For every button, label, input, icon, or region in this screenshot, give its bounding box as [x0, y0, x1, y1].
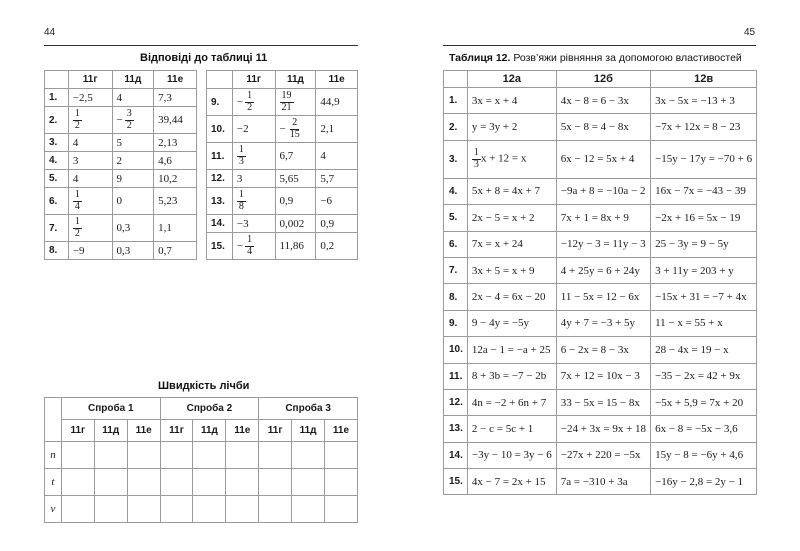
fraction-denominator: 3	[238, 155, 244, 167]
row-number: 2.	[444, 114, 468, 140]
equation-cell: 2x − 4 = 6x − 20	[467, 284, 556, 310]
speed-input-cell[interactable]	[226, 469, 259, 496]
answer-cell: 5	[112, 134, 154, 152]
fraction-denominator: 15	[289, 128, 300, 140]
row-number: 2.	[45, 107, 69, 134]
fraction-denominator: 2	[126, 119, 132, 131]
column-header: 12а	[467, 71, 556, 88]
answer-row	[207, 170, 358, 188]
row-number: 4.	[45, 152, 69, 170]
answer-cell: 4	[68, 134, 112, 152]
row-number: 11.	[444, 363, 468, 389]
answer-cell: 0,3	[112, 215, 154, 242]
fraction-sign: −	[116, 114, 123, 126]
fraction-numerator: 1	[74, 108, 80, 119]
speed-row	[45, 442, 358, 469]
answer-cell: 44,9	[316, 89, 358, 116]
answer-cell: 9	[112, 170, 154, 188]
equation-cell: −7x + 12x = 8 − 23	[651, 114, 757, 140]
speed-row	[45, 469, 358, 496]
attempts-row	[45, 398, 358, 420]
equation-cell: 2 − c = 5c + 1	[467, 416, 556, 442]
row-number: 13.	[207, 188, 233, 215]
equation-cell: 3x = x + 4	[467, 88, 556, 114]
speed-row-label: n	[45, 442, 62, 469]
fraction-denominator: 2	[247, 101, 253, 113]
equation-row	[444, 442, 757, 468]
fraction-denominator: 3	[473, 158, 479, 170]
column-header: 11г	[68, 71, 112, 89]
speed-input-cell[interactable]	[325, 442, 358, 469]
speed-title: Швидкість лічби	[158, 380, 250, 392]
speed-input-cell[interactable]	[94, 469, 127, 496]
answer-cell: 2,13	[154, 134, 197, 152]
speed-input-cell[interactable]	[127, 496, 160, 523]
answers-table-9-15	[206, 70, 358, 260]
answer-row	[207, 89, 358, 116]
row-number: 13.	[444, 416, 468, 442]
row-number: 1.	[444, 88, 468, 114]
speed-input-cell[interactable]	[292, 496, 325, 523]
row-number: 9.	[207, 89, 233, 116]
equation-cell: 5x − 8 = 4 − 8x	[556, 114, 650, 140]
fraction-body	[245, 91, 254, 113]
speed-input-cell[interactable]	[259, 496, 292, 523]
answer-cell-fraction	[275, 89, 316, 116]
fraction-numerator: 3	[126, 108, 132, 119]
answer-row	[45, 89, 197, 107]
column-header	[207, 71, 233, 89]
row-number: 5.	[45, 170, 69, 188]
answer-cell: 2,1	[316, 116, 358, 143]
equation-cell: −24 + 3x = 9x + 18	[556, 416, 650, 442]
fraction-body	[73, 109, 82, 131]
equation-cell: −3y − 10 = 3y − 6	[467, 442, 556, 468]
speed-input-cell[interactable]	[325, 469, 358, 496]
fraction-body	[280, 91, 294, 113]
equation-row	[444, 284, 757, 310]
column-header: 12в	[651, 71, 757, 88]
row-number: 15.	[444, 469, 468, 495]
equation-cell: 11 − 5x = 12 − 6x	[556, 284, 650, 310]
speed-input-cell[interactable]	[127, 442, 160, 469]
class-header: 11г	[160, 420, 193, 442]
equation-cell: 28 − 4x = 19 − x	[651, 337, 757, 363]
equation-cell: 6 − 2x = 8 − 3x	[556, 337, 650, 363]
speed-input-cell[interactable]	[160, 442, 193, 469]
fraction	[280, 118, 302, 140]
equation-cell: 8 + 3b = −7 − 2b	[467, 363, 556, 389]
equation-cell: −27x + 220 = −5x	[556, 442, 650, 468]
fraction-denominator: 2	[74, 227, 80, 239]
column-header: 11д	[112, 71, 154, 89]
attempt-header: Спроба 2	[160, 398, 259, 420]
equation-cell: 7a = −310 + 3a	[556, 469, 650, 495]
class-header: 11г	[61, 420, 94, 442]
equations-title-label: Таблиця 12.	[449, 52, 511, 64]
page-number-right: 45	[744, 27, 756, 38]
answer-cell: −3	[232, 215, 275, 233]
fraction-denominator: 4	[74, 200, 80, 212]
fraction	[73, 217, 82, 239]
speed-input-cell[interactable]	[226, 442, 259, 469]
equation-rest: x + 12 = x	[480, 152, 527, 165]
equation-cell: 4n = −2 + 6n + 7	[467, 389, 556, 415]
answer-cell-fraction	[68, 107, 112, 134]
column-header: 12б	[556, 71, 650, 88]
fraction-body	[73, 190, 82, 212]
speed-input-cell[interactable]	[160, 496, 193, 523]
equation-cell: y = 3y + 2	[467, 114, 556, 140]
row-number: 12.	[444, 389, 468, 415]
answer-cell: 0,2	[316, 233, 358, 260]
equation-cell: 16x − 7x = −43 − 39	[651, 178, 757, 204]
equation-cell: 6x − 8 = −5x − 3,6	[651, 416, 757, 442]
fraction-sign: −	[279, 123, 286, 135]
equation-row	[444, 178, 757, 204]
speed-input-cell[interactable]	[292, 442, 325, 469]
equation-cell: 4y + 7 = −3 + 5y	[556, 310, 650, 336]
equation-row	[444, 257, 757, 283]
answer-cell: 0,9	[275, 188, 316, 215]
answer-row	[45, 152, 197, 170]
answer-cell-fraction	[232, 143, 275, 170]
equation-cell: 9 − 4y = −5y	[467, 310, 556, 336]
fraction-sign: −	[236, 96, 244, 108]
equation-cell: −35 − 2x = 42 + 9x	[651, 363, 757, 389]
equation-cell: 15y − 8 = −6y + 4,6	[651, 442, 757, 468]
equation-cell: −9a + 8 = −10a − 2	[556, 178, 650, 204]
speed-input-cell[interactable]	[94, 496, 127, 523]
answer-cell: 11,86	[275, 233, 316, 260]
answer-cell-fraction	[232, 233, 275, 260]
class-header-row	[45, 420, 358, 442]
answer-cell: 4	[112, 89, 154, 107]
answer-cell: 3	[68, 152, 112, 170]
answer-cell-fraction	[112, 107, 154, 134]
fraction	[73, 190, 82, 212]
column-header	[444, 71, 468, 88]
speed-row-label: v	[45, 496, 62, 523]
equation-cell: −15y − 17y = −70 + 6	[651, 140, 757, 178]
column-header	[45, 71, 69, 89]
fraction-body	[245, 235, 254, 257]
answer-cell-fraction	[232, 188, 275, 215]
equation-cell: 3x + 5 = x + 9	[467, 257, 556, 283]
fraction-body	[125, 109, 134, 131]
header-rule-right	[443, 45, 756, 46]
row-number: 8.	[45, 242, 69, 260]
equation-row	[444, 231, 757, 257]
answer-row	[45, 242, 197, 260]
equation-cell: −15x + 31 = −7 + 4x	[651, 284, 757, 310]
fraction	[237, 235, 254, 257]
speed-input-cell[interactable]	[226, 496, 259, 523]
answer-cell-fraction	[68, 188, 112, 215]
speed-row	[45, 496, 358, 523]
row-number: 3.	[444, 140, 468, 178]
speed-input-cell[interactable]	[94, 442, 127, 469]
speed-input-cell[interactable]	[259, 442, 292, 469]
speed-input-cell[interactable]	[193, 442, 226, 469]
answer-cell: −2,5	[68, 89, 112, 107]
column-header: 11д	[275, 71, 316, 89]
speed-input-cell[interactable]	[193, 469, 226, 496]
fraction	[117, 109, 134, 131]
equation-cell: 4 + 25y = 6 + 24y	[556, 257, 650, 283]
column-header: 11е	[154, 71, 197, 89]
answer-cell: 1,1	[154, 215, 197, 242]
equation-cell: 3x − 5x = −13 + 3	[651, 88, 757, 114]
answer-cell: 0,3	[112, 242, 154, 260]
fraction-denominator: 4	[247, 245, 253, 257]
answer-cell: 3	[232, 170, 275, 188]
answer-cell: −2	[232, 116, 275, 143]
speed-input-cell[interactable]	[160, 469, 193, 496]
row-number: 3.	[45, 134, 69, 152]
class-header: 11д	[292, 420, 325, 442]
page-number-left: 44	[44, 27, 56, 38]
answer-row	[45, 188, 197, 215]
class-header: 11г	[259, 420, 292, 442]
fraction-denominator: 8	[238, 200, 244, 212]
equation-row	[444, 114, 757, 140]
equation-cell: 3 + 11y = 203 + y	[651, 257, 757, 283]
column-header: 11е	[316, 71, 358, 89]
speed-input-cell[interactable]	[193, 496, 226, 523]
row-number: 8.	[444, 284, 468, 310]
answer-cell: 4,6	[154, 152, 197, 170]
answer-cell: 2	[112, 152, 154, 170]
equation-cell: 33 − 5x = 15 − 8x	[556, 389, 650, 415]
answer-row	[207, 215, 358, 233]
column-header: 11г	[232, 71, 275, 89]
answer-cell: 0,9	[316, 215, 358, 233]
fraction	[280, 91, 294, 113]
class-header: 11д	[193, 420, 226, 442]
equation-row	[444, 140, 757, 178]
answer-row	[207, 143, 358, 170]
equation-cell: 4x − 7 = 2x + 15	[467, 469, 556, 495]
fraction	[237, 91, 254, 113]
equation-cell: −5x + 5,9 = 7x + 20	[651, 389, 757, 415]
equation-cell: 7x = x + 24	[467, 231, 556, 257]
speed-input-cell[interactable]	[259, 469, 292, 496]
answer-cell: 5,23	[154, 188, 197, 215]
speed-input-cell[interactable]	[61, 442, 94, 469]
equation-row	[444, 310, 757, 336]
equation-cell: 7x + 1 = 8x + 9	[556, 205, 650, 231]
row-number: 5.	[444, 205, 468, 231]
speed-input-cell[interactable]	[292, 469, 325, 496]
speed-input-cell[interactable]	[325, 496, 358, 523]
answer-cell: −6	[316, 188, 358, 215]
row-number: 14.	[444, 442, 468, 468]
fraction-body	[472, 148, 481, 170]
answer-cell-fraction	[232, 89, 275, 116]
answer-row	[207, 116, 358, 143]
equation-row	[444, 205, 757, 231]
answer-cell: 0,002	[275, 215, 316, 233]
row-number: 4.	[444, 178, 468, 204]
answer-cell: 7,3	[154, 89, 197, 107]
fraction-denominator: 21	[281, 101, 292, 113]
equation-cell: 5x + 8 = 4x + 7	[467, 178, 556, 204]
answers-title: Відповіді до таблиці 11	[140, 52, 268, 64]
speed-input-cell[interactable]	[127, 469, 160, 496]
equations-title	[449, 52, 742, 64]
equations-table	[443, 70, 757, 495]
fraction-numerator: 1	[74, 189, 80, 200]
speed-input-cell[interactable]	[61, 496, 94, 523]
fraction-body	[237, 145, 246, 167]
speed-table	[44, 397, 358, 523]
answer-cell: 4	[316, 143, 358, 170]
row-number: 14.	[207, 215, 233, 233]
corner-cell	[45, 398, 62, 442]
attempt-header: Спроба 3	[259, 398, 358, 420]
answers-table-1-8	[44, 70, 197, 260]
answer-cell: 5,7	[316, 170, 358, 188]
equation-cell-fraction	[467, 140, 556, 178]
answer-row	[45, 170, 197, 188]
fraction-numerator: 1	[473, 147, 479, 159]
equations-title-text: Розв’яжи рівняння за допомогою властивостей	[510, 52, 742, 64]
answer-cell: 10,2	[154, 170, 197, 188]
attempt-header: Спроба 1	[61, 398, 160, 420]
answer-cell: 0,7	[154, 242, 197, 260]
answer-row	[207, 233, 358, 260]
answer-row	[45, 107, 197, 134]
equation-cell: 6x − 12 = 5x + 4	[556, 140, 650, 178]
answer-cell: 6,7	[275, 143, 316, 170]
equation-row	[444, 416, 757, 442]
fraction-body	[288, 118, 302, 140]
equation-cell: −16y − 2,8 = 2y − 1	[651, 469, 757, 495]
fraction-body	[73, 217, 82, 239]
row-number: 9.	[444, 310, 468, 336]
answer-cell: 39,44	[154, 107, 197, 134]
fraction	[237, 145, 246, 167]
answer-cell-fraction	[68, 215, 112, 242]
fraction-denominator: 2	[74, 119, 80, 131]
equation-cell: 4x − 8 = 6 − 3x	[556, 88, 650, 114]
equation-cell: −2x + 16 = 5x − 19	[651, 205, 757, 231]
answer-row	[45, 215, 197, 242]
equation-cell: 11 − x = 55 + x	[651, 310, 757, 336]
row-number: 10.	[444, 337, 468, 363]
fraction-numerator: 2	[292, 117, 298, 128]
equation-cell: 12a − 1 = −a + 25	[467, 337, 556, 363]
answer-row	[45, 134, 197, 152]
fraction-numerator: 1	[74, 216, 80, 227]
equation-row	[444, 88, 757, 114]
fraction-numerator: 1	[247, 234, 253, 245]
class-header: 11е	[127, 420, 160, 442]
fraction-numerator: 19	[281, 90, 292, 101]
speed-input-cell[interactable]	[61, 469, 94, 496]
fraction-numerator: 1	[238, 144, 244, 155]
class-header: 11е	[325, 420, 358, 442]
equation-cell: −12y − 3 = 11y − 3	[556, 231, 650, 257]
equation-row	[444, 337, 757, 363]
equation-cell: 7x + 12 = 10x − 3	[556, 363, 650, 389]
answer-cell: 4	[68, 170, 112, 188]
equation-row	[444, 389, 757, 415]
row-number: 6.	[444, 231, 468, 257]
answer-cell: 5,65	[275, 170, 316, 188]
fraction-sign: −	[236, 240, 244, 252]
row-number: 15.	[207, 233, 233, 260]
row-number: 6.	[45, 188, 69, 215]
equation-row	[444, 363, 757, 389]
fraction-body	[237, 190, 246, 212]
equation-cell: 25 − 3y = 9 − 5y	[651, 231, 757, 257]
equation-row	[444, 469, 757, 495]
answer-row	[207, 188, 358, 215]
answer-cell-fraction	[275, 116, 316, 143]
fraction-numerator: 1	[238, 189, 244, 200]
row-number: 7.	[45, 215, 69, 242]
header-rule-left	[44, 45, 358, 46]
class-header: 11е	[226, 420, 259, 442]
speed-row-label: t	[45, 469, 62, 496]
fraction	[472, 148, 481, 170]
row-number: 1.	[45, 89, 69, 107]
answer-cell: −9	[68, 242, 112, 260]
row-number: 7.	[444, 257, 468, 283]
row-number: 11.	[207, 143, 233, 170]
class-header: 11д	[94, 420, 127, 442]
row-number: 12.	[207, 170, 233, 188]
answer-cell: 0	[112, 188, 154, 215]
fraction	[237, 190, 246, 212]
row-number: 10.	[207, 116, 233, 143]
equation-cell: 2x − 5 = x + 2	[467, 205, 556, 231]
fraction	[73, 109, 82, 131]
fraction-numerator: 1	[247, 90, 253, 101]
